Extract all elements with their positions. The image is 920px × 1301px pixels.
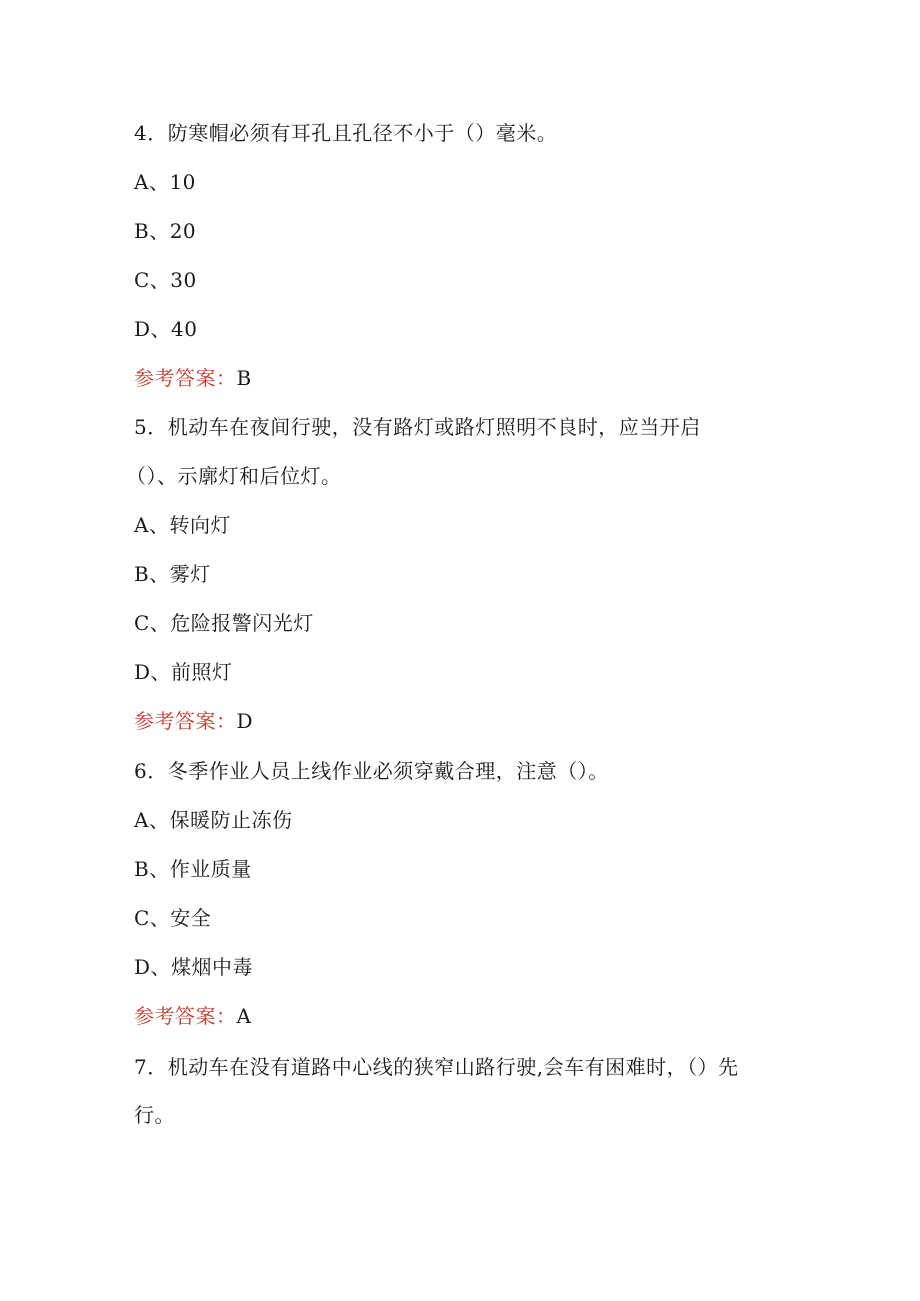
question-5-option-b: B、雾灯 — [134, 562, 211, 586]
question-4-option-c: C、30 — [134, 268, 197, 292]
question-4-answer — [134, 366, 252, 390]
question-6-stem: 6．冬季作业人员上线作业必须穿戴合理，注意（）。 — [134, 759, 609, 783]
question-4-option-a: A、10 — [134, 170, 196, 194]
question-5-option-a: A、转向灯 — [134, 513, 231, 537]
question-5-option-c: C、危险报警闪光灯 — [134, 611, 314, 635]
answer-value: D — [236, 709, 254, 733]
question-5-option-d: D、前照灯 — [134, 660, 233, 684]
question-6-option-b: B、作业质量 — [134, 857, 252, 881]
answer-label: 参考答案： — [134, 1004, 237, 1028]
question-5-stem-line-2: （）、示廓灯和后位灯。 — [126, 464, 342, 488]
answer-value: A — [236, 1004, 252, 1028]
question-4-option-d: D、40 — [134, 317, 198, 341]
question-6-option-d: D、煤烟中毒 — [134, 955, 254, 979]
answer-value: B — [236, 366, 252, 390]
question-6-option-c: C、安全 — [134, 906, 212, 930]
question-6-answer — [134, 1004, 251, 1028]
answer-label: 参考答案： — [134, 709, 237, 733]
question-6-option-a: A、保暖防止冻伤 — [134, 808, 293, 832]
question-4-option-b: B、20 — [134, 219, 197, 243]
answer-label: 参考答案： — [134, 366, 237, 390]
question-7-stem-line-1: 7．机动车在没有道路中心线的狭窄山路行驶,会车有困难时，（）先 — [134, 1055, 739, 1079]
question-7-stem-line-2: 行。 — [134, 1103, 175, 1127]
question-4-stem: 4．防寒帽必须有耳孔且孔径不小于（）毫米。 — [134, 121, 558, 145]
question-5-answer — [134, 709, 253, 733]
question-5-stem-line-1: 5．机动车在夜间行驶，没有路灯或路灯照明不良时，应当开启 — [134, 415, 701, 439]
